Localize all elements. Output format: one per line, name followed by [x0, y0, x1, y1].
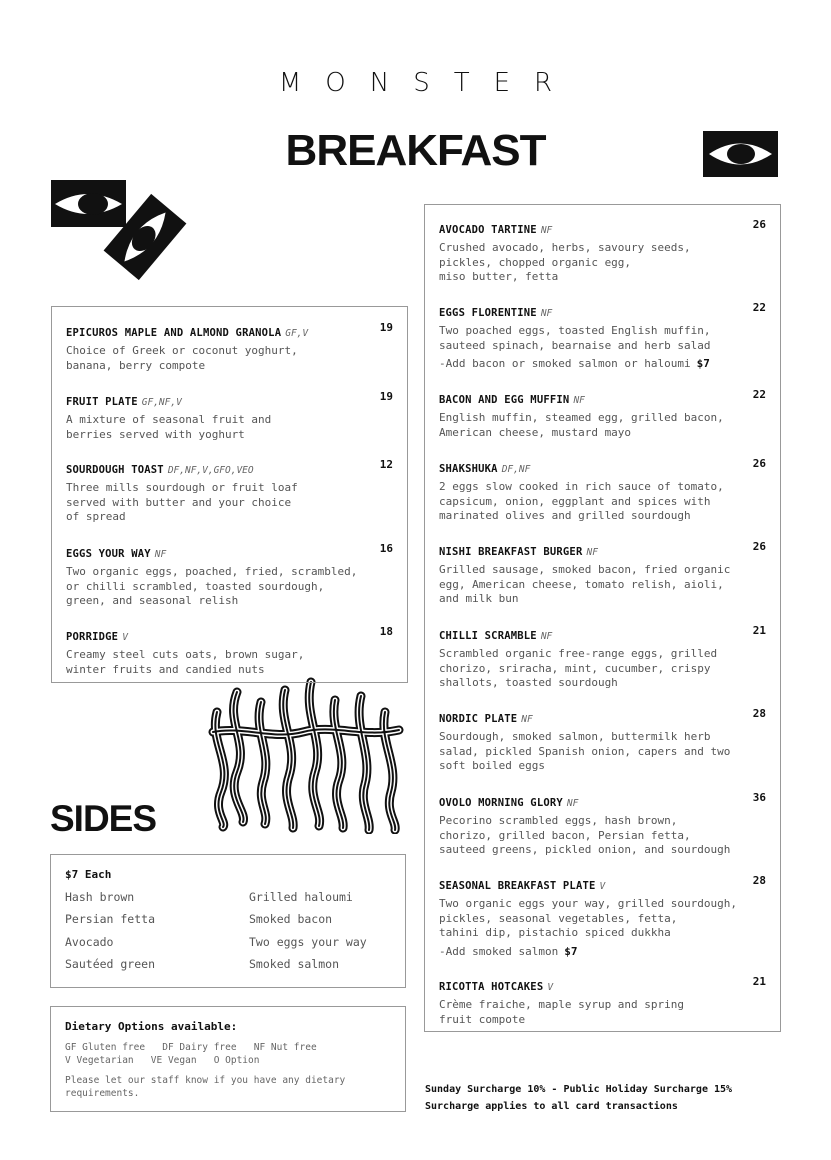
menu-item-description: [439, 998, 766, 1027]
surcharge-notice: Sunday Surcharge 10% - Public Holiday Surcharge 15%: [425, 1084, 733, 1095]
description-line: Pecorino scrambled eggs, hash brown,: [439, 814, 678, 827]
menu-item-description: [66, 648, 393, 677]
description-line: A mixture of seasonal fruit and: [66, 413, 272, 426]
description-line: Sourdough, smoked salmon, buttermilk herb: [439, 730, 711, 743]
side-item: Hash brown: [65, 890, 135, 904]
menu-item-description: [66, 413, 393, 442]
description-line: Grilled sausage, smoked bacon, fried organic: [439, 563, 731, 576]
description-line: sauteed greens, pickled onion, and sourdough: [439, 843, 731, 856]
description-line: egg, American cheese, tomato relish, aioli,: [439, 577, 724, 591]
menu-item-description: [439, 411, 766, 440]
menu-item-name: EPICUROS MAPLE AND ALMOND GRANOLA: [66, 327, 282, 339]
menu-item-price: 36: [752, 791, 766, 804]
menu-item-tags: NF: [521, 714, 533, 725]
menu-item-tags: NF: [540, 631, 553, 642]
menu-item-tags: NF: [566, 798, 579, 809]
menu-item: [66, 458, 393, 525]
menu-item-tags: V: [122, 632, 128, 643]
menu-item-price: 18: [379, 625, 393, 638]
description-line: chorizo, sriracha, mint, cucumber, crispy: [439, 661, 711, 675]
description-line: berries served with yoghurt: [66, 427, 245, 441]
menu-item: [66, 321, 393, 373]
description-line: English muffin, steamed egg, grilled bacon,: [439, 411, 724, 424]
menu-item-description: [439, 897, 766, 941]
menu-item-tags: NF: [586, 547, 598, 558]
description-line: Crème fraiche, maple syrup and spring: [439, 998, 685, 1011]
menu-item-description: [66, 565, 393, 609]
menu-item-name: FRUIT PLATE: [66, 396, 138, 408]
side-item: Smoked bacon: [249, 912, 333, 926]
menu-item: [439, 388, 766, 440]
description-line: Three mills sourdough or fruit loaf: [66, 481, 298, 494]
sides-title: SIDES: [50, 798, 157, 839]
menu-item-description: [66, 344, 393, 373]
menu-item-tags: V: [547, 982, 554, 993]
side-item: Persian fetta: [65, 912, 156, 926]
menu-item-price: 26: [752, 540, 766, 553]
menu-item: [439, 707, 766, 774]
menu-item-tags: NF: [573, 395, 585, 406]
menu-item: [439, 301, 766, 370]
menu-item-name: RICOTTA HOTCAKES: [439, 981, 544, 993]
description-line: Creamy steel cuts oats, brown sugar,: [66, 648, 305, 661]
menu-item-description: [439, 324, 766, 353]
description-line: and milk bun: [439, 592, 519, 605]
description-line: 2 eggs slow cooked in rich sauce of tomato,: [439, 480, 724, 493]
description-line: Two organic eggs your way, grilled sourdough,: [439, 897, 738, 910]
description-line: Choice of Greek or coconut yoghurt,: [66, 344, 298, 357]
sides-box: [50, 854, 406, 988]
menu-item: [439, 791, 766, 858]
eye-icon: [103, 193, 187, 281]
side-item: Sautéed green: [65, 957, 156, 971]
menu-item-price: 12: [379, 458, 393, 471]
dietary-note: requirements.: [65, 1088, 140, 1099]
menu-item-tags: V: [599, 881, 606, 892]
menu-item: [439, 457, 766, 524]
menu-item-price: 21: [752, 624, 766, 637]
menu-item-price: 26: [752, 457, 766, 470]
menu-item-tags: NF: [540, 225, 553, 236]
menu-item: [439, 540, 766, 607]
description-line: marinated olives and grilled sourdough: [439, 509, 691, 522]
description-line: fruit compote: [439, 1012, 526, 1026]
menu-item-name: AVOCADO TARTINE: [439, 224, 537, 236]
dietary-note: Please let our staff know if you have any dietary: [65, 1075, 346, 1086]
menu-item-description: [439, 647, 766, 691]
breakfast-title: BREAKFAST: [285, 126, 546, 175]
menu-item-name: OVOLO MORNING GLORY: [439, 797, 563, 809]
menu-item-tags: DF,NF: [501, 464, 531, 475]
left-menu-box: [51, 306, 408, 683]
menu-item-name: EGGS YOUR WAY: [66, 548, 151, 560]
addon-price: $7: [564, 944, 578, 958]
description-line: tahini dip, pistachio spiced dukkha: [439, 926, 671, 939]
dietary-legend-line: GF Gluten free DF Dairy free NF Nut free: [65, 1042, 317, 1053]
menu-item-description: [439, 480, 766, 524]
description-line: of spread: [66, 510, 126, 523]
menu-item-description: [439, 241, 766, 285]
dietary-legend-line: V Vegetarian VE Vegan O Option: [65, 1055, 260, 1066]
dietary-box: [50, 1006, 406, 1112]
menu-item-tags: NF: [154, 549, 167, 560]
sides-heading: $7 Each: [65, 868, 112, 881]
side-item: Avocado: [65, 935, 114, 949]
menu-item-name: EGGS FLORENTINE: [439, 307, 537, 319]
description-line: salad, pickled Spanish onion, capers and two: [439, 744, 731, 758]
menu-item-name: BACON AND EGG MUFFIN: [439, 394, 570, 406]
description-line: American cheese, mustard mayo: [439, 425, 632, 439]
description-line: Crushed avocado, herbs, savoury seeds,: [439, 241, 691, 254]
side-item: Smoked salmon: [249, 957, 340, 971]
description-line: capsicum, onion, eggplant and spices with: [439, 494, 711, 508]
brand-logo: MONSTER: [278, 68, 577, 98]
menu-item-name: PORRIDGE: [66, 631, 119, 643]
menu-item: [439, 975, 766, 1027]
addon-text: -Add smoked salmon: [439, 944, 559, 958]
menu-item: [439, 874, 766, 958]
menu-item-addon: [439, 945, 766, 958]
menu-item-name: CHILLI SCRAMBLE: [439, 630, 537, 642]
menu-item-description: [66, 481, 393, 525]
description-line: banana, berry compote: [66, 358, 206, 372]
menu-item-price: 19: [379, 321, 393, 334]
menu-item: [66, 542, 393, 609]
menu-item-name: NISHI BREAKFAST BURGER: [439, 546, 583, 558]
description-line: pickles, seasonal vegetables, fetta,: [439, 911, 678, 925]
addon-price: $7: [696, 357, 710, 370]
menu-item: [439, 218, 766, 285]
eye-icon: [703, 131, 778, 177]
description-line: shallots, toasted sourdough: [439, 676, 618, 689]
description-line: Two poached eggs, toasted English muffin,: [439, 324, 711, 337]
squiggle-art: [203, 672, 409, 834]
description-line: served with butter and your choice: [66, 495, 292, 509]
description-line: sauteed spinach, bearnaise and herb salad: [439, 338, 711, 352]
description-line: soft boiled eggs: [439, 759, 545, 772]
menu-item: [66, 390, 393, 442]
menu-item-price: 22: [752, 301, 766, 314]
menu-item-name: NORDIC PLATE: [439, 713, 518, 725]
menu-item-price: 19: [379, 390, 393, 403]
menu-item-price: 16: [379, 542, 393, 555]
menu-item-tags: GF,NF,V: [141, 397, 182, 408]
menu-item-price: 21: [752, 975, 766, 988]
menu-item: [439, 624, 766, 691]
description-line: Scrambled organic free-range eggs, grilled: [439, 647, 718, 660]
menu-item-tags: NF: [540, 308, 553, 319]
menu-item-name: SEASONAL BREAKFAST PLATE: [439, 880, 596, 892]
menu-item-description: [439, 730, 766, 774]
side-item: Two eggs your way: [249, 935, 367, 949]
surcharge-note: Surcharge applies to all card transactions: [425, 1101, 678, 1112]
menu-item-name: SOURDOUGH TOAST: [66, 464, 164, 476]
description-line: Two organic eggs, poached, fried, scrambled,: [66, 565, 358, 578]
side-item: Grilled haloumi: [249, 890, 353, 904]
description-line: chorizo, grilled bacon, Persian fetta,: [439, 828, 691, 842]
description-line: miso butter, fetta: [439, 270, 559, 283]
right-menu-box: [424, 204, 781, 1032]
menu-item-description: [439, 563, 766, 607]
menu-item-tags: GF,V: [285, 328, 309, 339]
menu-item-name: SHAKSHUKA: [439, 463, 498, 475]
menu-item: [66, 625, 393, 677]
menu-item-price: 28: [752, 707, 766, 720]
description-line: winter fruits and candied nuts: [66, 662, 265, 676]
description-line: or chilli scrambled, toasted sourdough,: [66, 579, 325, 593]
menu-item-tags: DF,NF,V,GFO,VEO: [167, 465, 254, 476]
menu-item-description: [439, 814, 766, 858]
menu-item-price: 26: [752, 218, 766, 231]
description-line: green, and seasonal relish: [66, 594, 239, 607]
dietary-heading: Dietary Options available:: [65, 1020, 238, 1033]
menu-item-price: 28: [752, 874, 766, 887]
menu-item-addon: [439, 357, 766, 370]
description-line: pickles, chopped organic egg,: [439, 255, 632, 269]
addon-text: -Add bacon or smoked salmon or haloumi: [439, 357, 691, 370]
menu-item-price: 22: [752, 388, 766, 401]
